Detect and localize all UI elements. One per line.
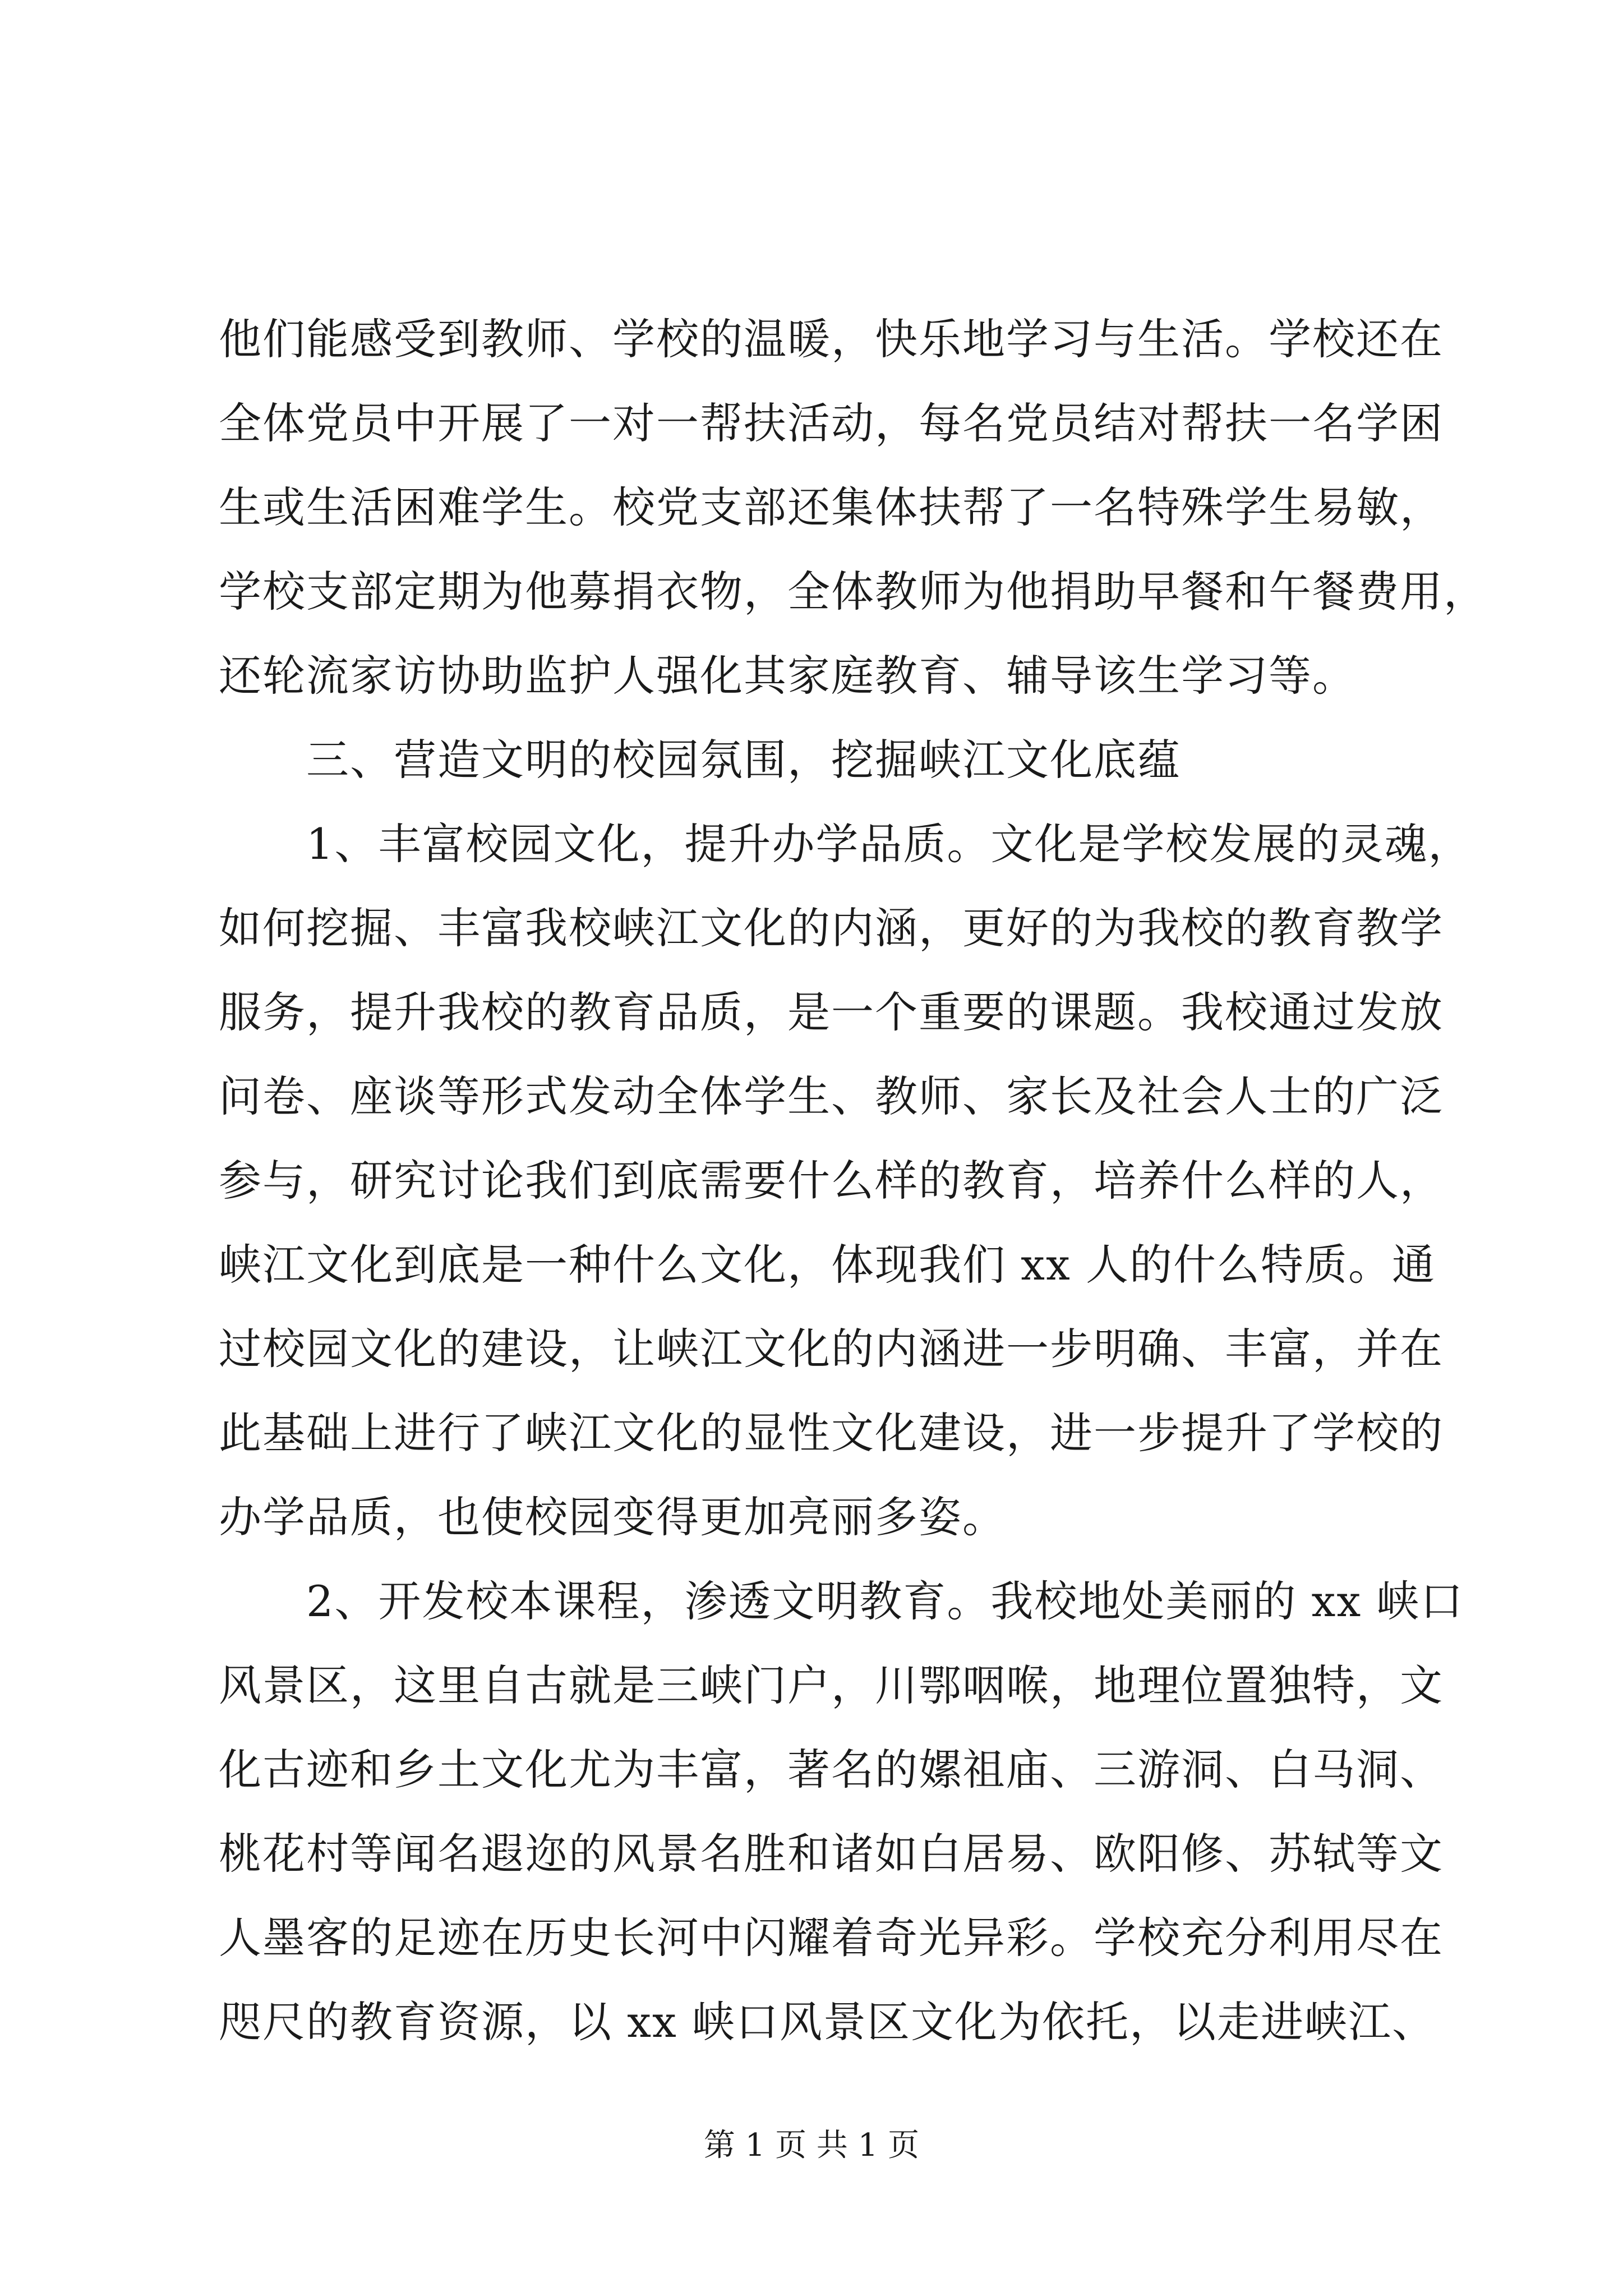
text-line: 桃花村等闻名遐迩的风景名胜和诸如白居易、欧阳修、苏轼等文 bbox=[219, 1829, 1444, 1879]
text-line: 服务，提升我校的教育品质，是一个重要的课题。我校通过发放 bbox=[219, 987, 1444, 1037]
section-heading: 三、营造文明的校园氛围，挖掘峡江文化底蕴 bbox=[306, 735, 1181, 785]
text-line: 如何挖掘、丰富我校峡江文化的内涵，更好的为我校的教育教学 bbox=[219, 903, 1444, 953]
text-line: 参与，研究讨论我们到底需要什么样的教育，培养什么样的人， bbox=[219, 1156, 1444, 1205]
text-line: 2、开发校本课程，渗透文明教育。我校地处美丽的 xx 峡口 bbox=[306, 1576, 1464, 1626]
text-line: 过校园文化的建设，让峡江文化的内涵进一步明确、丰富，并在 bbox=[219, 1324, 1444, 1374]
page-number-label: 第 1 页 共 1 页 bbox=[703, 2127, 920, 2164]
text-line: 峡江文化到底是一种什么文化，体现我们 xx 人的什么特质。通 bbox=[219, 1240, 1436, 1290]
text-line: 生或生活困难学生。校党支部还集体扶帮了一名特殊学生易敏， bbox=[219, 482, 1444, 532]
text-line: 人墨客的足迹在历史长河中闪耀着奇光异彩。学校充分利用尽在 bbox=[219, 1913, 1444, 1963]
text-line: 学校支部定期为他募捐衣物，全体教师为他捐助早餐和午餐费用， bbox=[219, 567, 1487, 616]
text-line: 咫尺的教育资源，以 xx 峡口风景区文化为依托，以走进峡江、 bbox=[219, 1997, 1436, 2047]
text-line: 办学品质，也使校园变得更加亮丽多姿。 bbox=[219, 1492, 1006, 1542]
text-line: 他们能感受到教师、学校的温暖，快乐地学习与生活。学校还在 bbox=[219, 314, 1444, 364]
page-footer bbox=[0, 2120, 1623, 2165]
text-line: 化古迹和乡土文化尤为丰富，著名的嫘祖庙、三游洞、白马洞、 bbox=[219, 1745, 1444, 1795]
text-line: 全体党员中开展了一对一帮扶活动，每名党员结对帮扶一名学困 bbox=[219, 398, 1444, 448]
text-line: 1、丰富校园文化，提升办学品质。文化是学校发展的灵魂， bbox=[306, 819, 1472, 869]
text-line: 此基础上进行了峡江文化的显性文化建设，进一步提升了学校的 bbox=[219, 1408, 1444, 1458]
text-line: 问卷、座谈等形式发动全体学生、教师、家长及社会人士的广泛 bbox=[219, 1071, 1444, 1121]
text-line: 还轮流家访协助监护人强化其家庭教育、辅导该生学习等。 bbox=[219, 651, 1356, 701]
text-line: 风景区，这里自古就是三峡门户，川鄂咽喉，地理位置独特，文 bbox=[219, 1660, 1444, 1710]
